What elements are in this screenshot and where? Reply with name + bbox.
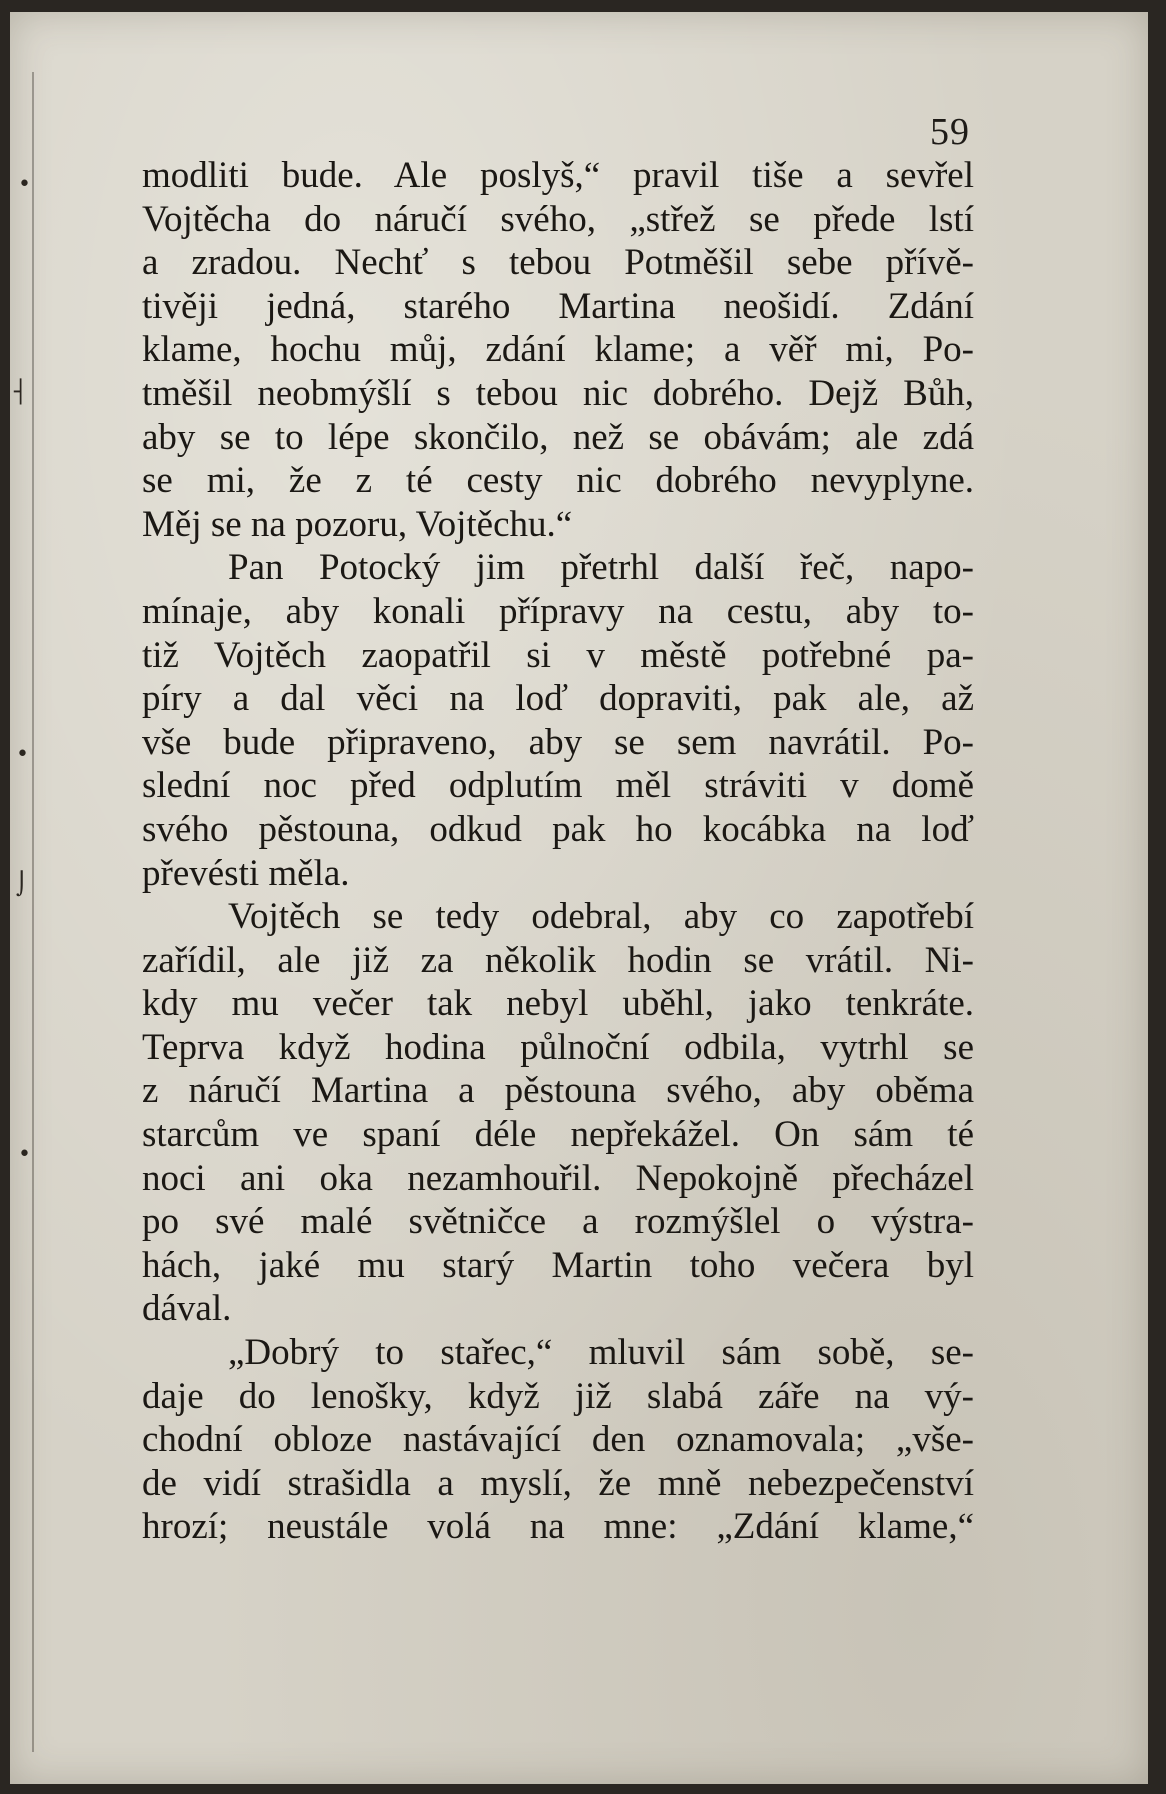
- text-line: hrozí; neustále volá na mne: „Zdání klame,“: [142, 1506, 974, 1548]
- text-line: a zradou. Nechť s tebou Potměšil sebe přívě-: [142, 242, 974, 284]
- text-line: noci ani oka nezamhouřil. Nepokojně přecházel: [142, 1157, 974, 1199]
- text-line: klame, hochu můj, zdání klame; a věř mi, Po-: [142, 329, 974, 371]
- page-edge-shadow: [32, 72, 34, 1752]
- text-line: de vidí strašidla a myslí, že mně nebezpečenství: [142, 1462, 974, 1504]
- margin-mark-icon: •: [16, 742, 29, 767]
- text-line: Měj se na pozoru, Vojtěchu.“: [142, 503, 573, 545]
- page-number: 59: [930, 111, 970, 153]
- margin-mark-icon: •: [18, 172, 31, 197]
- text-line: po své malé světničce a rozmýšlel o výstra-: [142, 1201, 974, 1243]
- text-line: vše bude připraveno, aby se sem navrátil. Po-: [142, 721, 974, 763]
- text-line: tměšil neobmýšlí s tebou nic dobrého. Dejž Bůh,: [142, 372, 974, 414]
- text-line: Vojtěcha do náručí svého, „střež se přede lstí: [142, 198, 974, 240]
- text-line: daje do lenošky, když již slabá záře na vý-: [142, 1375, 974, 1417]
- text-line: Vojtěch se tedy odebral, aby co zapotřebí: [228, 896, 974, 938]
- text-line: slední noc před odplutím měl stráviti v domě: [142, 765, 974, 807]
- text-line: aby se to lépe skončilo, než se obávám; ale zdá: [142, 416, 974, 458]
- text-line: se mi, že z té cesty nic dobrého nevyplyne.: [142, 460, 974, 502]
- margin-mark-icon: •: [18, 1142, 31, 1167]
- text-line: dával.: [142, 1288, 232, 1330]
- text-line: zařídil, ale již za několik hodin se vrátil. Ni-: [142, 939, 974, 981]
- text-line: kdy mu večer tak nebyl uběhl, jako tenkráte.: [142, 983, 974, 1025]
- body-text: [142, 154, 974, 1549]
- margin-mark-icon: ┤: [14, 380, 28, 405]
- text-line: hách, jaké mu starý Martin toho večera byl: [142, 1244, 974, 1286]
- text-line: tivěji jedná, starého Martina neošidí. Zdání: [142, 285, 974, 327]
- text-line: svého pěstouna, odkud pak ho kocábka na loď: [142, 808, 974, 850]
- text-line: píry a dal věci na loď dopraviti, pak ale, až: [142, 678, 974, 720]
- text-line: Teprva když hodina půlnoční odbila, vytrhl se: [142, 1026, 974, 1068]
- text-line: tiž Vojtěch zaopatřil si v městě potřebné pa-: [142, 634, 974, 676]
- text-line: chodní obloze nastávající den oznamovala; „vše-: [142, 1419, 974, 1461]
- text-line: převésti měla.: [142, 852, 350, 894]
- margin-mark-icon: ⌡: [16, 872, 28, 897]
- text-line: mínaje, aby konali přípravy na cestu, aby to-: [142, 590, 974, 632]
- book-page: [10, 12, 1148, 1784]
- text-line: „Dobrý to stařec,“ mluvil sám sobě, se-: [228, 1332, 974, 1374]
- text-line: modliti bude. Ale poslyš,“ pravil tiše a sevřel: [142, 155, 974, 196]
- text-line: Pan Potocký jim přetrhl další řeč, napo-: [228, 547, 974, 589]
- text-line: z náručí Martina a pěstouna svého, aby oběma: [142, 1070, 974, 1112]
- text-line: starcům ve spaní déle nepřekážel. On sám té: [142, 1114, 974, 1156]
